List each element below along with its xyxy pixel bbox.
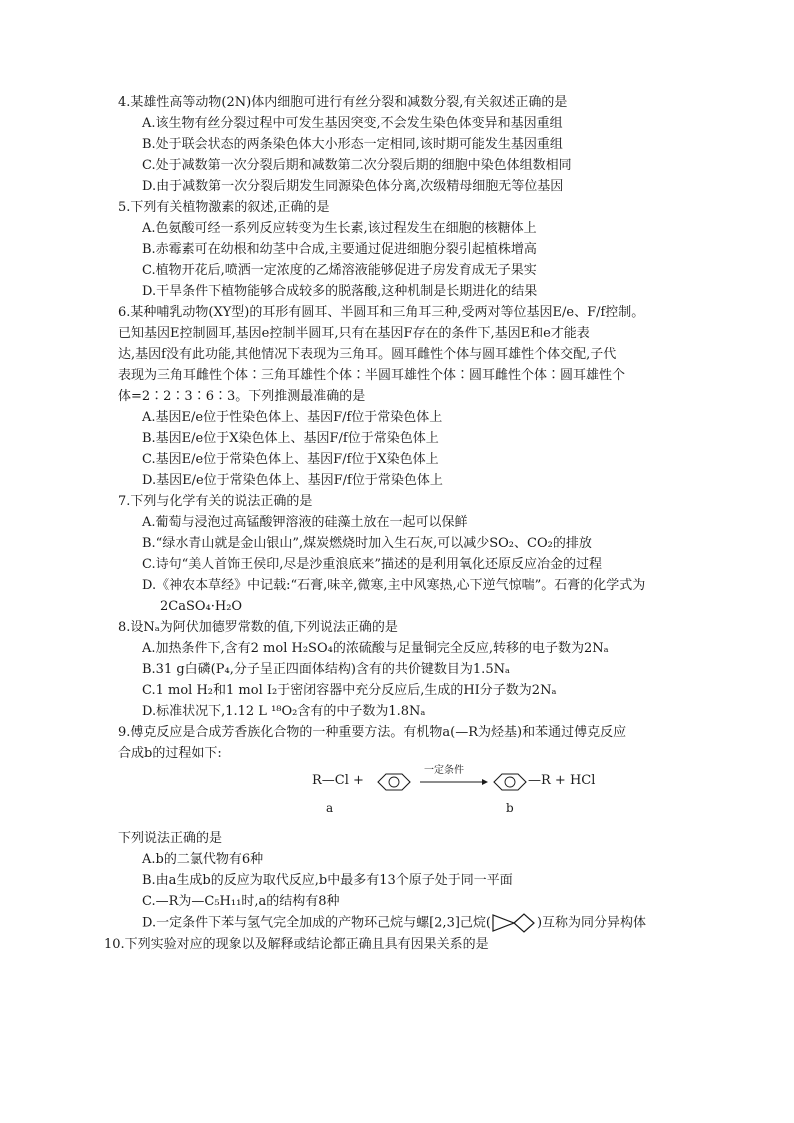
question-stem: 9.傅克反应是合成芳香族化合物的一种重要方法。有机物a(—R为烃基)和苯通过傅克反应 [118,725,627,740]
question-stem-line: 表现为三角耳雌性个体∶三角耳雄性个体∶半圆耳雄性个体∶圆耳雌性个体∶圆耳雄性个 [118,368,626,383]
option-a: A.该生物有丝分裂过程中可发生基因突变,不会发生染色体变异和基因重组 [142,116,563,131]
reaction-scheme [0,766,794,828]
question-9 [0,722,794,934]
option-d: D.基因E/e位于常染色体上、基因F/f位于常染色体上 [142,473,443,488]
question-stem: 6.某种哺乳动物(XY型)的耳形有圆耳、半圆耳和三角耳三种,受两对等位基因E/e、F/f控制。 [118,305,645,320]
question-5 [0,197,794,302]
question-8 [0,617,794,722]
option-b: B.赤霉素可在幼根和幼茎中合成,主要通过促进细胞分裂引起植株增高 [142,242,537,257]
reactant-text: R—Cl + [312,773,364,788]
option-b: B.处于联会状态的两条染色体大小形态一定相同,该时期可能发生基因重组 [142,137,563,152]
question-4 [0,92,794,197]
option-a: A.加热条件下,含有2 mol H₂SO₄的浓硫酸与足量铜完全反应,转移的电子数为2Nₐ [142,641,609,656]
question-stem-line: 体=2∶2∶3∶6∶3。下列推测最准确的是 [118,389,366,404]
option-d [0,912,794,934]
option-c: C.植物开花后,喷洒一定浓度的乙烯溶液能够促进子房发育成无子果实 [142,263,537,278]
option-c: C.—R为—C₅H₁₁时,a的结构有8种 [142,894,340,909]
option-b: B.基因E/e位于X染色体上、基因F/f位于常染色体上 [142,431,439,446]
spiro-hexane-icon [491,912,537,934]
question-stem: 10.下列实验对应的现象以及解释或结论都正确且具有因果关系的是 [104,937,489,952]
question-stem-line: 已知基因E控制圆耳,基因e控制半圆耳,只有在基因F存在的条件下,基因E和e才能表 [118,326,590,341]
reaction-condition: 一定条件 [424,765,464,776]
option-b: B.“绿水青山就是金山银山”,煤炭燃烧时加入生石灰,可以减少SO₂、CO₂的排放 [142,536,592,551]
option-a: A.色氨酸可经一系列反应转变为生长素,该过程发生在细胞的核糖体上 [142,221,537,236]
option-c: C.处于减数第一次分裂后期和减数第二次分裂后期的细胞中染色体组数相同 [142,158,572,173]
label-b: b [506,801,514,815]
option-a: A.b的二氯代物有6种 [142,852,264,867]
question-stem: 5.下列有关植物激素的叙述,正确的是 [118,200,330,215]
option-c: C.1 mol H₂和1 mol I₂于密闭容器中充分反应后,生成的HI分子数为2Nₐ [142,683,557,698]
option-d: D.干旱条件下植物能够合成较多的脱落酸,这种机制是长期进化的结果 [142,284,538,299]
option-c: C.基因E/e位于常染色体上、基因F/f位于X染色体上 [142,452,439,467]
option-d-text: D.一定条件下苯与氢气完全加成的产物环己烷与螺[2,3]己烷( [142,915,491,931]
product-text: —R + HCl [528,773,596,788]
option-d: D.由于减数第一次分裂后期发生同源染色体分离,次级精母细胞无等位基因 [142,179,564,194]
option-d-text-tail: )互称为同分异构体 [536,915,647,931]
question-stem-line: 达,基因f没有此功能,其他情况下表现为三角耳。圆耳雌性个体与圆耳雄性个体交配,子代 [118,347,617,362]
option-a: A.基因E/e位于性染色体上、基因F/f位于常染色体上 [142,410,443,425]
question-sub-prompt: 下列说法正确的是 [118,831,223,846]
option-a: A.葡萄与浸泡过高锰酸钾溶液的硅藻土放在一起可以保鲜 [142,515,468,530]
label-a: a [326,801,334,815]
question-stem: 4.某雄性高等动物(2N)体内细胞可进行有丝分裂和减数分裂,有关叙述正确的是 [118,95,568,110]
option-b: B.由a生成b的反应为取代反应,b中最多有13个原子处于同一平面 [142,873,513,888]
question-10 [0,934,794,955]
question-stem: 8.设Nₐ为阿伏加德罗常数的值,下列说法正确的是 [118,620,398,635]
exam-page [0,92,794,955]
question-7 [0,491,794,617]
option-d: D.标准状况下,1.12 L ¹⁸O₂含有的中子数为1.8Nₐ [142,704,426,719]
option-d: D.《神农本草经》中记载:“石膏,味辛,微寒,主中风寒热,心下逆气惊喘”。石膏的化学式为 [142,578,646,593]
option-d-continuation: 2CaSO₄·H₂O [160,599,243,614]
option-b: B.31 g白磷(P₄,分子呈正四面体结构)含有的共价键数目为1.5Nₐ [142,662,510,677]
option-c: C.诗句“美人首饰王侯印,尽是沙重浪底来”描述的是利用氧化还原反应冶金的过程 [142,557,603,572]
question-6 [0,302,794,491]
question-stem-line: 合成b的过程如下: [118,746,222,761]
question-stem: 7.下列与化学有关的说法正确的是 [118,494,313,509]
